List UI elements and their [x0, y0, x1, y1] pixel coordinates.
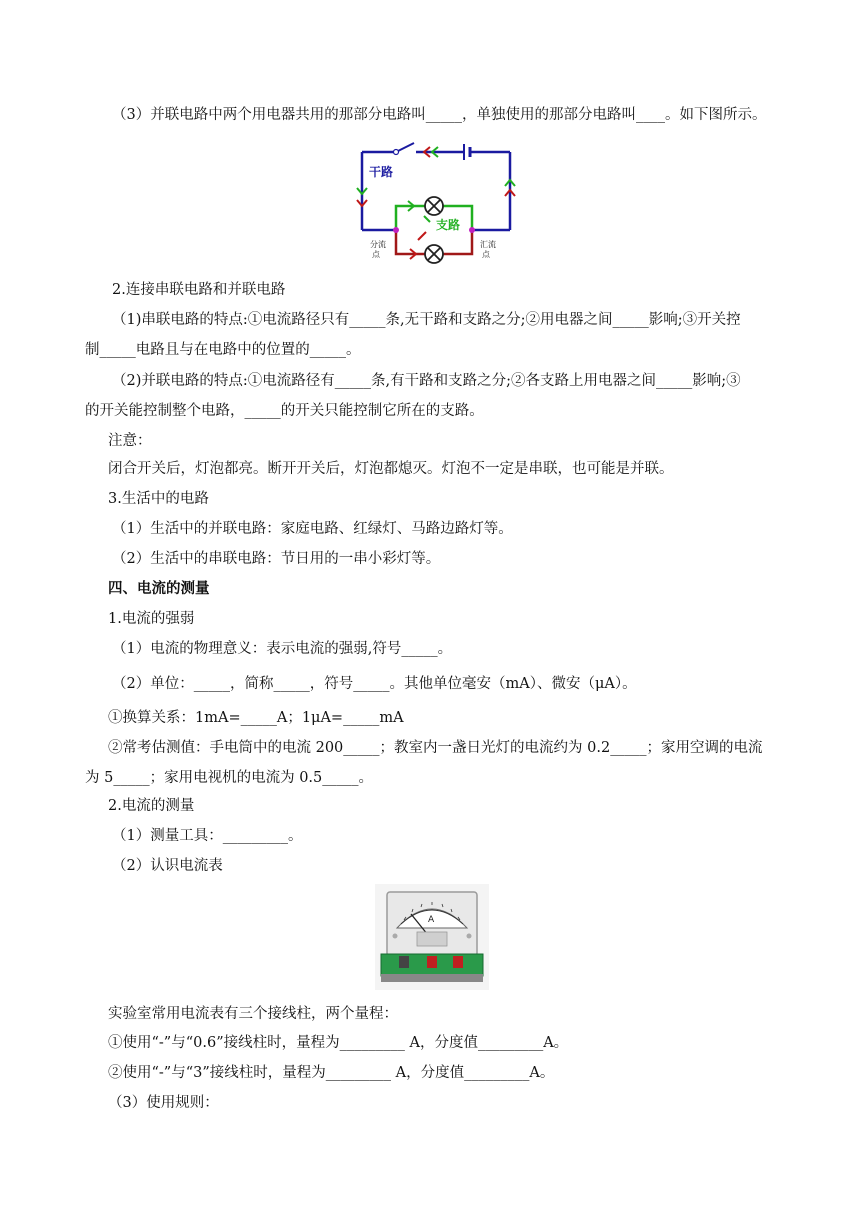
text-line: （1）电流的物理意义：表示电流的强弱,符号_____。 — [112, 641, 453, 657]
text-line: （3）使用规则： — [108, 1095, 219, 1111]
text-line: （1）测量工具：_________。 — [112, 828, 303, 844]
text-line: ①换算关系：1mA=_____A；1μA=_____mA — [108, 710, 404, 726]
lamp-bottom-icon — [425, 245, 443, 263]
cue-red — [418, 232, 426, 240]
section-heading: 四、电流的测量 — [108, 581, 210, 597]
text-line: 制_____电路且与在电路中的位置的_____。 — [85, 342, 361, 358]
text-line: 实验室常用电流表有三个接线柱，两个量程： — [108, 1006, 398, 1022]
text-line: （2）单位：_____，简称_____，符号_____。其他单位毫安（mA）、微安（μA）。 — [112, 676, 637, 692]
terminal-0-6-icon — [427, 956, 437, 968]
ammeter-dial-letter: A — [428, 915, 435, 925]
branch-path-label: 支路 — [436, 218, 461, 232]
ammeter-picture — [375, 884, 489, 990]
ammeter-screw-left — [393, 934, 398, 939]
text-line: 注意： — [108, 433, 152, 449]
text-line: 3.生活中的电路 — [108, 491, 209, 507]
terminal-negative-icon — [399, 956, 409, 968]
text-line: 2.电流的测量 — [108, 798, 195, 814]
main-path-label: 干路 — [369, 165, 394, 179]
text-line: （2)并联电路的特点:①电流路径有_____条,有干路和支路之分;②各支路上用电器之间_____影响;③ — [112, 373, 741, 389]
ammeter-screw-right — [467, 934, 472, 939]
ammeter-zero-adjust — [417, 932, 447, 946]
terminal-3-icon — [453, 956, 463, 968]
merge-point-label-1: 汇流 — [480, 240, 496, 249]
text-line: 的开关能控制整个电路，_____的开关只能控制它所在的支路。 — [85, 403, 484, 419]
text-line: （1）生活中的并联电路：家庭电路、红绿灯、马路边路灯等。 — [112, 521, 513, 537]
merge-point-label-2: 点 — [482, 250, 490, 259]
merge-node — [469, 227, 475, 233]
switch-pivot — [394, 150, 399, 155]
text-line: ①使用“-”与“0.6”接线柱时，量程为_________ A，分度值_________A。 — [108, 1035, 569, 1051]
ammeter-base-foot — [381, 974, 483, 982]
text-line: （1)串联电路的特点:①电流路径只有_____条,无干路和支路之分;②用电器之间_____影响;③开关控 — [112, 312, 741, 328]
split-point-label-1: 分流 — [370, 240, 386, 249]
text-line: ②使用“-”与“3”接线柱时，量程为_________ A，分度值_________A。 — [108, 1065, 555, 1081]
text-line: 为 5_____；家用电视机的电流为 0.5_____。 — [85, 770, 374, 786]
text-line: 2.连接串联电路和并联电路 — [112, 282, 286, 298]
text-line: （2）认识电流表 — [112, 858, 223, 874]
text-line: （3）并联电路中两个用电器共用的那部分电路叫_____，单独使用的那部分电路叫____。如下图所示。 — [112, 107, 767, 123]
text-line: 1.电流的强弱 — [108, 611, 195, 627]
cue-green — [424, 216, 430, 222]
split-point-label-2: 点 — [372, 250, 380, 259]
text-line: ②常考估测值：手电筒中的电流 200_____；教室内一盏日光灯的电流约为 0.2_____；家用空调的电流 — [108, 740, 763, 756]
text-line: （2）生活中的串联电路：节日用的一串小彩灯等。 — [112, 551, 441, 567]
lamp-top-icon — [425, 197, 443, 215]
text-line: 闭合开关后，灯泡都亮。断开开关后，灯泡都熄灭。灯泡不一定是串联，也可能是并联。 — [108, 461, 674, 477]
split-node — [393, 227, 399, 233]
parallel-circuit-diagram — [352, 136, 524, 264]
